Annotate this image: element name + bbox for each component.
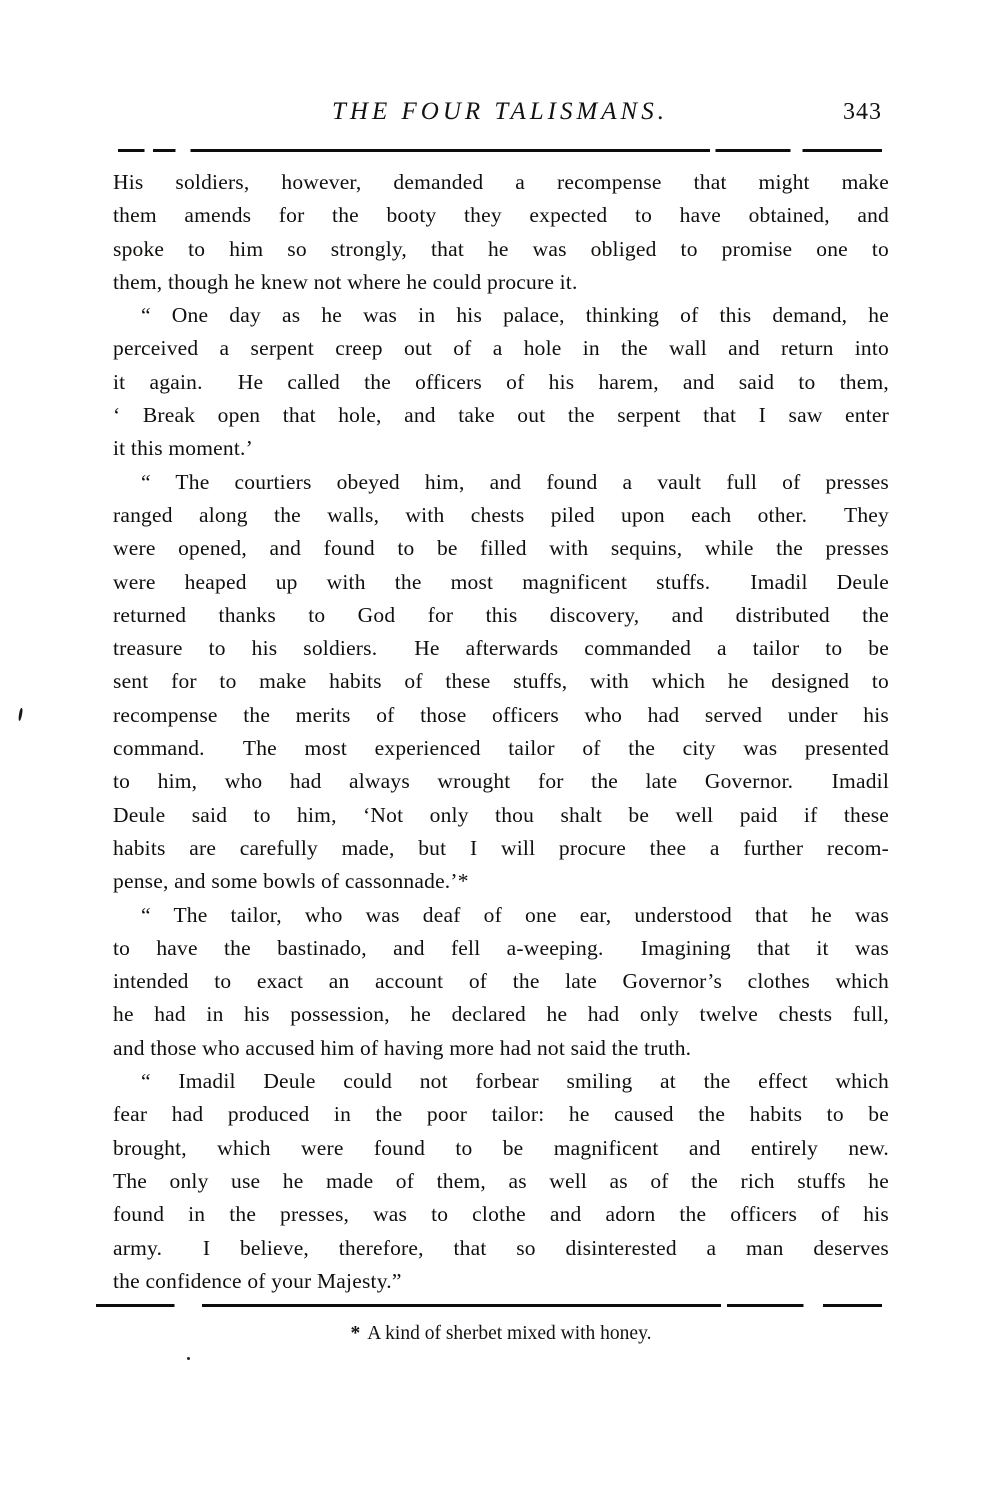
text-line: he had in his possession, he declared he had only twelve chests full,	[113, 1002, 889, 1027]
text-line: sent for to make habits of these stuffs, with which he designed to	[113, 669, 889, 694]
text-line: were opened, and found to be filled with sequins, while the presses	[113, 536, 889, 561]
footnote-marker: *	[350, 1323, 361, 1344]
footnote	[113, 1323, 889, 1345]
text-line: habits are carefully made, but I will procure thee a further recom-	[113, 835, 889, 860]
page-number: 343	[843, 99, 882, 125]
text-line: the confidence of your Majesty.”	[113, 1268, 402, 1293]
text-line: intended to exact an account of the late Governor’s clothes which	[113, 969, 889, 994]
text-line: them amends for the booty they expected to have obtained, and	[113, 203, 889, 228]
text-line: spoke to him so strongly, that he was obliged to promise one to	[113, 236, 889, 261]
paragraph	[113, 166, 889, 299]
text-line: The only use he made of them, as well as of the rich stuffs he	[113, 1168, 889, 1193]
paragraph	[113, 1065, 889, 1298]
text-line: recompense the merits of those officers who had served under his	[113, 702, 889, 727]
page-body	[113, 166, 889, 1298]
text-line: His soldiers, however, demanded a recompense that might make	[113, 170, 889, 194]
ink-speck-artifact	[18, 708, 23, 721]
paragraph	[113, 299, 889, 465]
text-line: were heaped up with the most magnificent stuffs. Imadil Deule	[113, 569, 889, 594]
ink-dot-artifact	[187, 1357, 190, 1360]
text-line: it this moment.’	[113, 436, 253, 461]
text-line: perceived a serpent creep out of a hole in the wall and return into	[113, 336, 889, 361]
paragraph	[113, 899, 889, 1065]
running-title: THE FOUR TALISMANS.	[332, 98, 668, 125]
text-line: to have the bastinado, and fell a-weeping. Imagining that it was	[113, 935, 889, 960]
text-line: them, though he knew not where he could procure it.	[113, 269, 578, 294]
text-line: ranged along the walls, with chests piled upon each other. They	[113, 502, 889, 527]
text-line: army. I believe, therefore, that so disinterested a man deserves	[113, 1235, 889, 1260]
text-line: “ One day as he was in his palace, thinking of this demand, he	[141, 303, 889, 328]
text-line: “ Imadil Deule could not forbear smiling at the effect which	[141, 1069, 889, 1094]
text-line: “ The tailor, who was deaf of one ear, understood that he was	[141, 902, 889, 927]
footnote-rule	[96, 1304, 882, 1307]
footnote-text: A kind of sherbet mixed with honey.	[367, 1323, 652, 1344]
text-line: Deule said to him, ‘Not only thou shalt be well paid if these	[113, 802, 889, 827]
text-line: it again. He called the officers of his harem, and said to them,	[113, 369, 889, 394]
text-line: treasure to his soldiers. He afterwards commanded a tailor to be	[113, 636, 889, 661]
text-line: ‘ Break open that hole, and take out the serpent that I saw enter	[113, 403, 889, 428]
paragraph	[113, 466, 889, 899]
text-line: fear had produced in the poor tailor: he caused the habits to be	[113, 1102, 889, 1127]
text-line: pense, and some bowls of cassonnade.’*	[113, 869, 469, 894]
text-line: command. The most experienced tailor of the city was presented	[113, 736, 889, 761]
text-line: brought, which were found to be magnificent and entirely new.	[113, 1135, 889, 1160]
page-header	[112, 98, 888, 136]
text-line: “ The courtiers obeyed him, and found a vault full of presses	[141, 469, 889, 494]
text-line: found in the presses, was to clothe and adorn the officers of his	[113, 1202, 889, 1227]
header-rule	[118, 149, 882, 152]
text-line: and those who accused him of having more had not said the truth.	[113, 1035, 692, 1060]
text-line: to him, who had always wrought for the late Governor. Imadil	[113, 769, 889, 794]
text-line: returned thanks to God for this discovery, and distributed the	[113, 602, 889, 627]
